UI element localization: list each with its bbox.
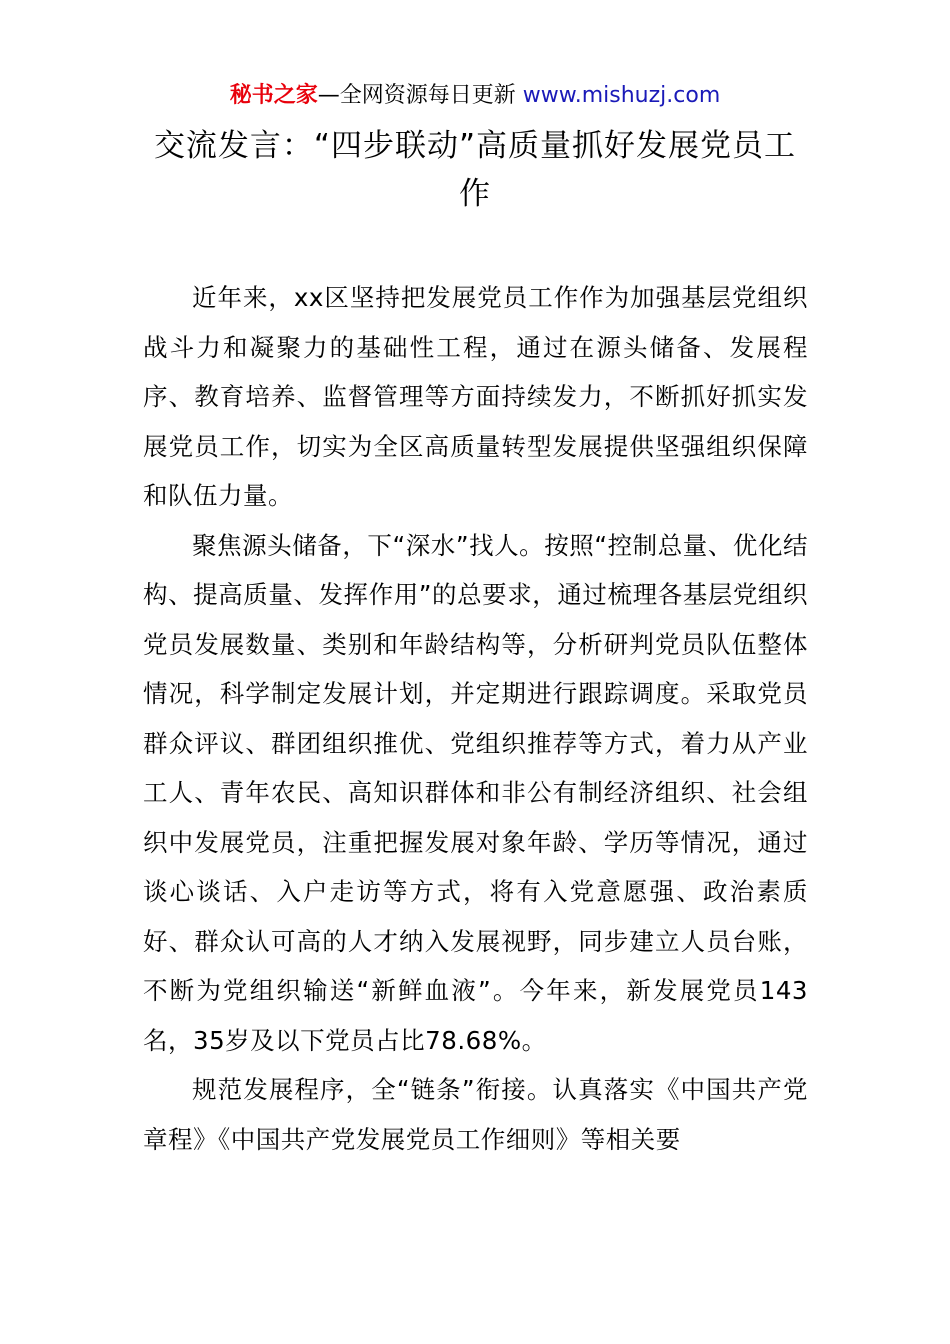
paragraph: 聚焦源头储备，下“深水”找人。按照“控制总量、优化结构、提高质量、发挥作用”的总要求，通过梳理各基层党组织党员发展数量、类别和年龄结构等，分析研判党员队伍整体情况，科学制定发展计划，并定期进行跟踪调度。采取党员群众评议、群团组织推优、党组织推荐等方式，着力从产业工人、青年农民、高知识群体和非公有制经济组织、社会组织中发展党员，注重把握发展对象年龄、学历等情况，通过谈心谈话、入户走访等方式，将有入党意愿强、政治素质好、群众认可高的人才纳入发展视野，同步建立人员台账，不断为党组织输送“新鲜血液”。今年来，新发展党员143名，35岁及以下党员占比78.68%。 xyxy=(143,530,808,1055)
brand-name: 秘书之家 xyxy=(229,83,318,108)
site-url-link[interactable]: www.mishuzj.com xyxy=(522,83,721,108)
header-tagline: —全网资源每日更新 xyxy=(317,83,523,108)
document-title: 交流发言：“四步联动”高质量抓好发展党员工作 xyxy=(153,128,797,212)
paragraph: 近年来，xx区坚持把发展党员工作作为加强基层党组织战斗力和凝聚力的基础性工程，通过在源头储备、发展程序、教育培养、监督管理等方面持续发力，不断抓好抓实发展党员工作，切实为全区高质量转型发展提供坚强组织保障和队伍力量。 xyxy=(143,283,808,510)
site-header xyxy=(0,80,950,112)
document-body xyxy=(143,273,808,1164)
paragraph: 规范发展程序，全“链条”衔接。认真落实《中国共产党章程》《中国共产党发展党员工作细则》等相关要 xyxy=(143,1075,808,1154)
